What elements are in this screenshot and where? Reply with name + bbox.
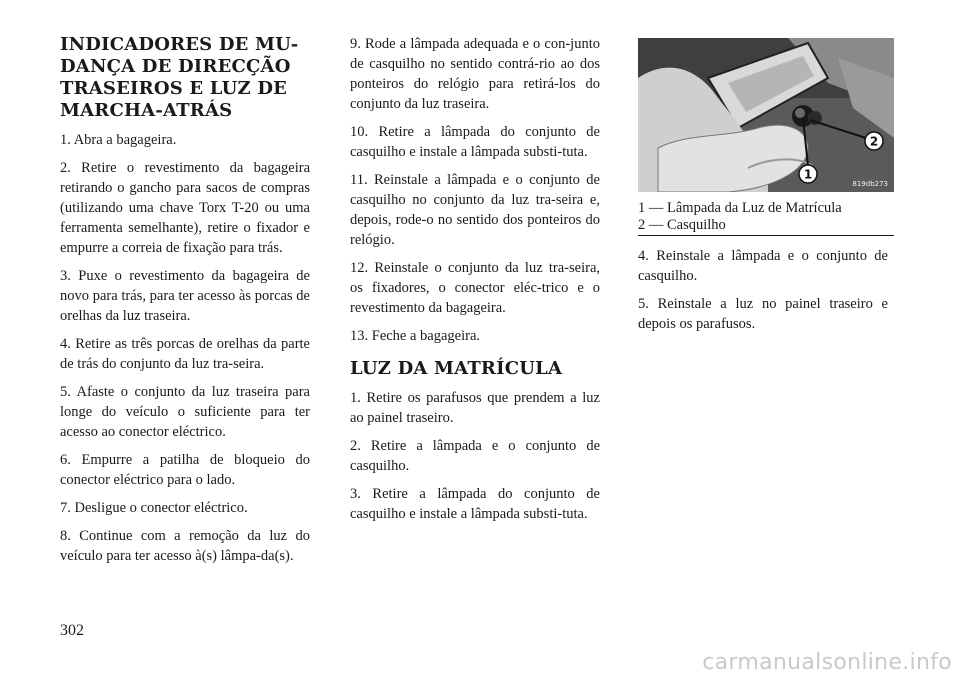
- step: 4. Retire as três porcas de orelhas da parte de trás do conjunto da luz tra-seira.: [60, 336, 310, 372]
- step: 3. Puxe o revestimento da bagageira de novo para trás, para ter acesso às porcas de orelhas da luz traseira.: [60, 268, 310, 324]
- license-lamp-photo: [638, 38, 894, 192]
- step: 1. Abra a bagageira.: [60, 132, 177, 148]
- figure-caption: [638, 200, 894, 236]
- section-heading-license-light: LUZ DA MATRÍCULA: [350, 358, 563, 379]
- step: 6. Empurre a patilha de bloqueio do conector eléctrico para o lado.: [60, 452, 310, 488]
- step: 5. Reinstale a luz no painel traseiro e depois os parafusos.: [638, 296, 888, 332]
- page-number: 302: [60, 622, 84, 639]
- column-2: [350, 34, 600, 532]
- step: 3. Retire a lâmpada do conjunto de casquilho e instale a lâmpada substi-tuta.: [350, 486, 600, 522]
- heading-line: DANÇA DE DIRECÇÃO: [60, 56, 291, 77]
- photo-illustration: [638, 38, 894, 192]
- column-3: [638, 34, 888, 342]
- step: 7. Desligue o conector eléctrico.: [60, 500, 248, 516]
- step: 9. Rode a lâmpada adequada e o con-junto de casquilho no sentido contrá-rio ao dos ponteiros do relógio para retirá-los do conjunto da luz traseira.: [350, 36, 600, 112]
- step: 13. Feche a bagageira.: [350, 328, 481, 344]
- caption-line: 2 — Casquilho: [638, 217, 726, 233]
- caption-line: 1 — Lâmpada da Luz de Matrícula: [638, 200, 842, 216]
- figure-code: 819db273: [852, 180, 888, 188]
- step: 4. Reinstale a lâmpada e o conjunto de casquilho.: [638, 248, 888, 284]
- step: 8. Continue com a remoção da luz do veículo para ter acesso à(s) lâmpa-da(s).: [60, 528, 310, 564]
- section-heading-turn-signals: [60, 34, 310, 122]
- callout-2-label: 2: [869, 134, 879, 149]
- step: 10. Retire a lâmpada do conjunto de casquilho e instale a lâmpada substi-tuta.: [350, 124, 600, 160]
- column-1: [60, 34, 310, 574]
- step: 5. Afaste o conjunto da luz traseira para longe do veículo o suficiente para ter acesso ao conector eléctrico.: [60, 384, 310, 440]
- heading-line: TRASEIROS E LUZ DE: [60, 78, 288, 99]
- heading-line: MARCHA-ATRÁS: [60, 100, 233, 121]
- step: 12. Reinstale o conjunto da luz tra-seira, os fixadores, o conector eléc-trico e o revestimento da bagageira.: [350, 260, 600, 316]
- step: 2. Retire a lâmpada e o conjunto de casquilho.: [350, 438, 600, 474]
- step: 2. Retire o revestimento da bagageira retirando o gancho para sacos de compras (utilizando uma chave Torx T-20 ou uma ferramenta semelhante), retire o fixador e empurre a correia de fixação para trás.: [60, 160, 310, 256]
- step: 1. Retire os parafusos que prendem a luz ao painel traseiro.: [350, 390, 600, 426]
- callout-1-label: 1: [803, 167, 813, 182]
- step: 11. Reinstale a lâmpada e o conjunto de casquilho no conjunto da luz tra-seira e, depois, rode-o no sentido dos ponteiros do relógio.: [350, 172, 600, 248]
- watermark: carmanualsonline.info: [702, 650, 952, 675]
- heading-line: INDICADORES DE MU-: [60, 34, 299, 55]
